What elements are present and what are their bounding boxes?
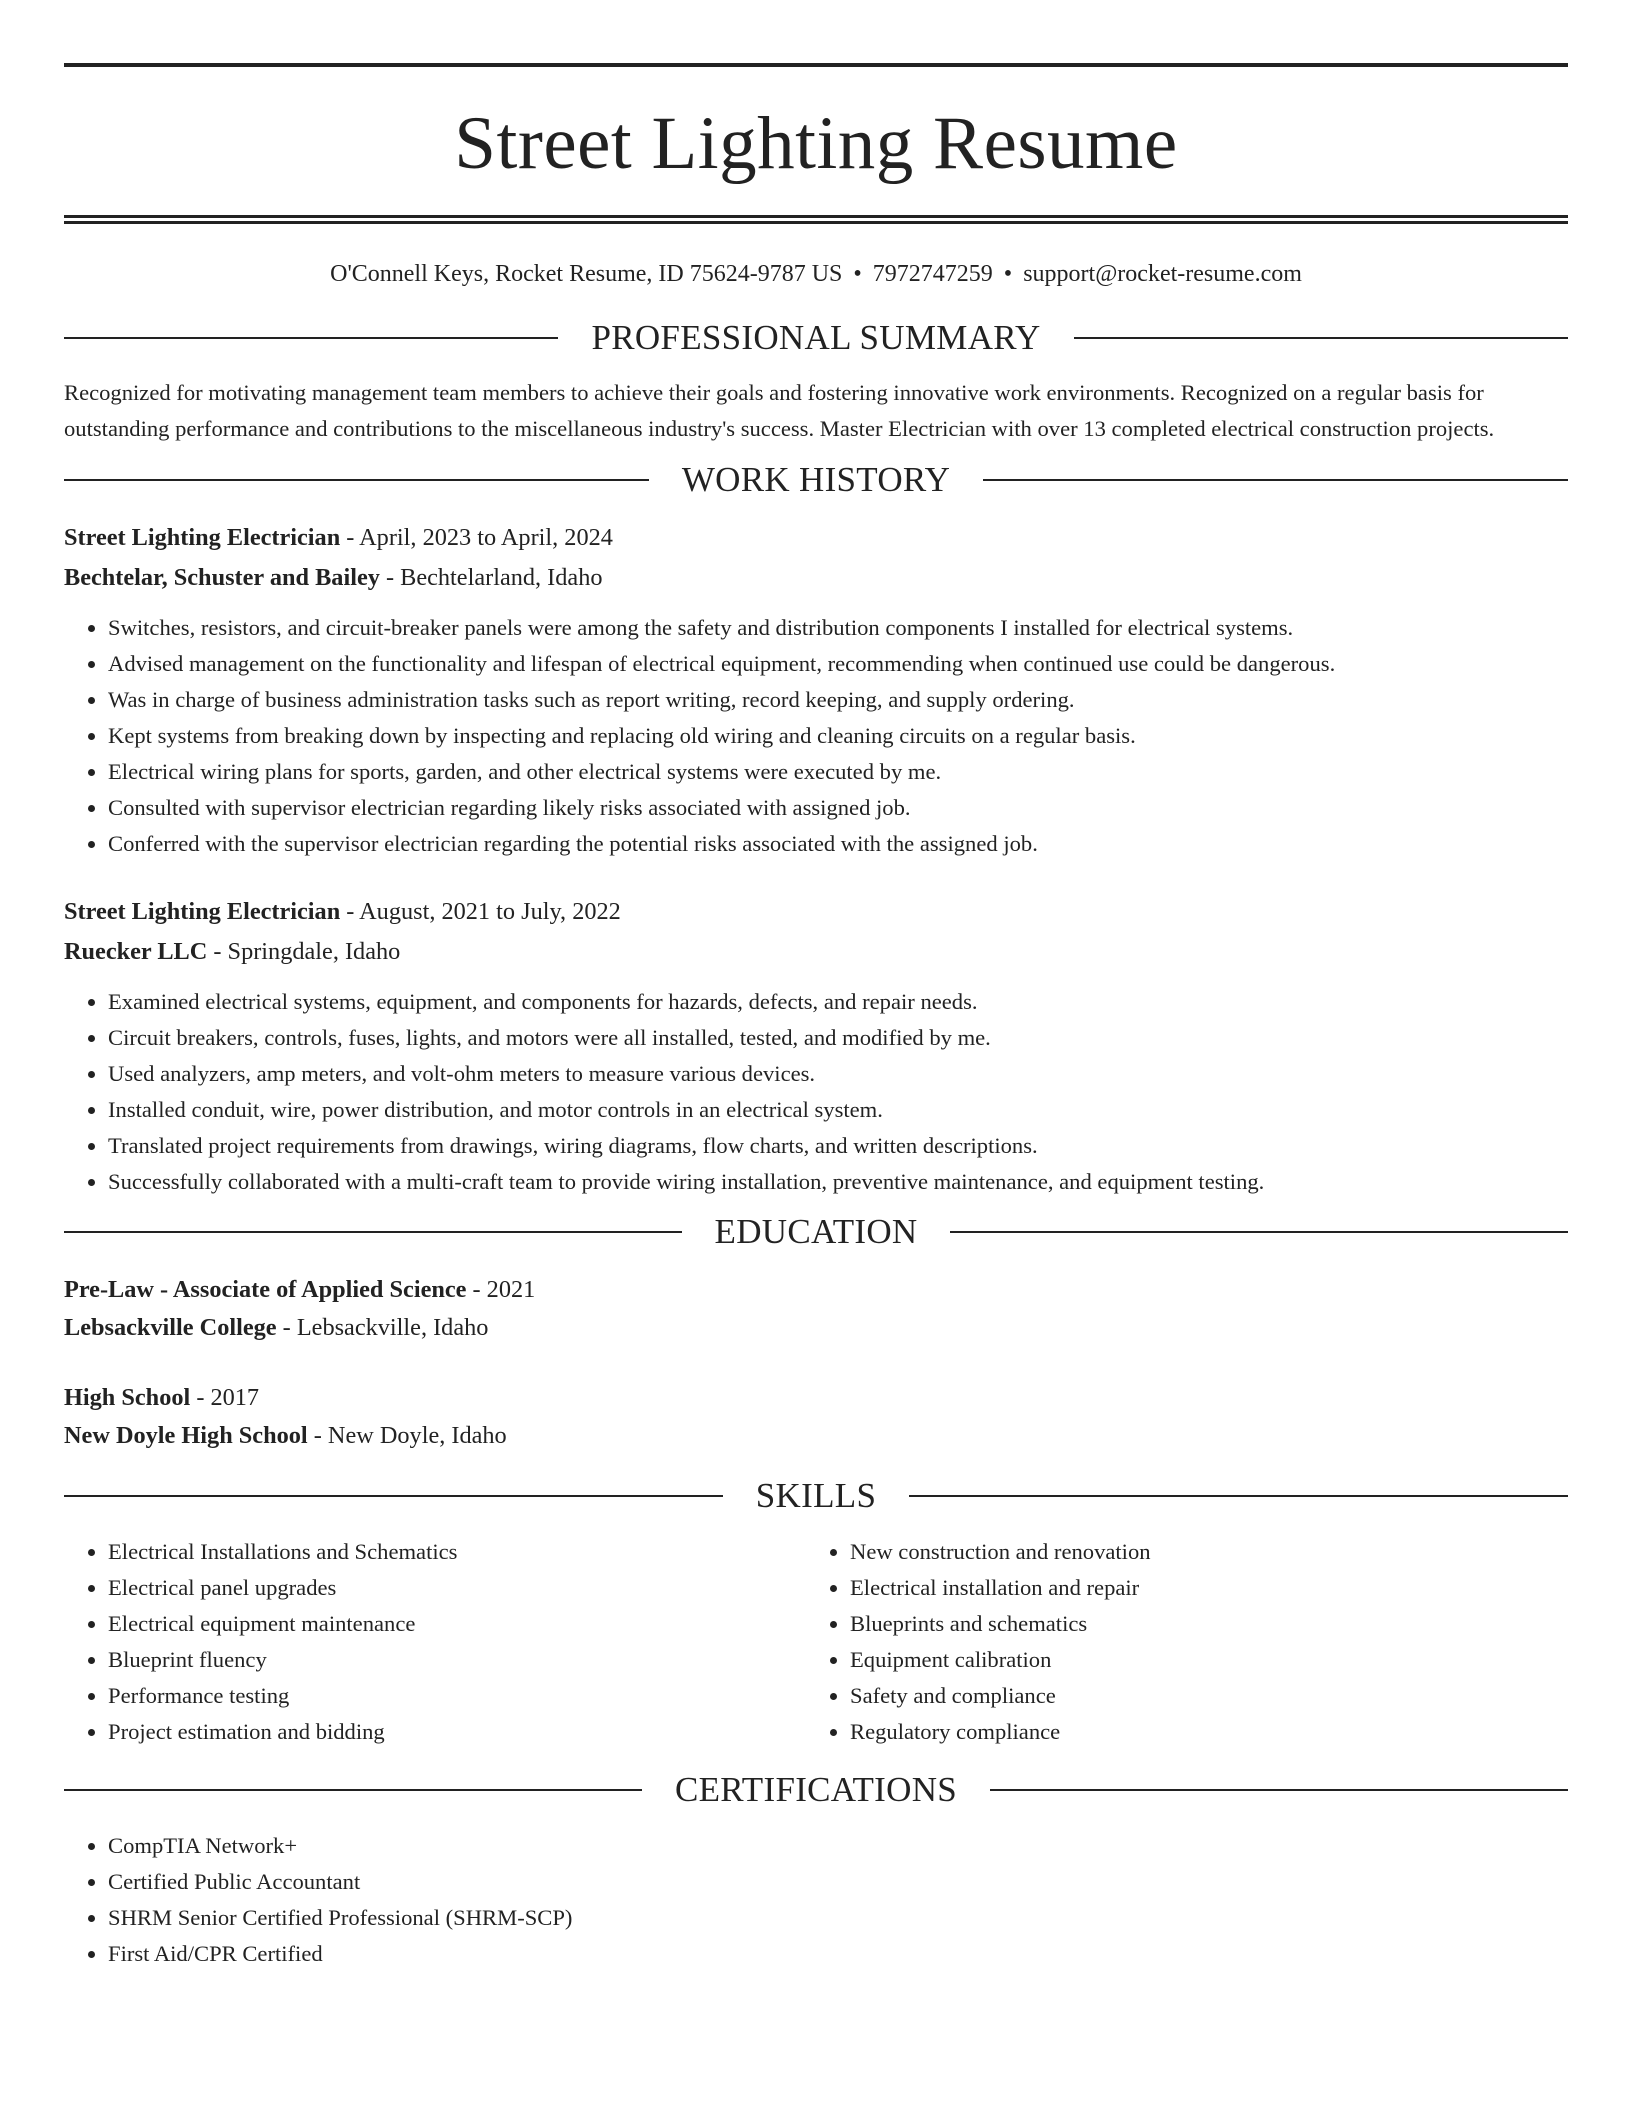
section-title: SKILLS	[755, 1476, 877, 1515]
skill-item: • New construction and renovation	[850, 1534, 1592, 1570]
job-bullet: • Consulted with supervisor electrician regarding likely risks associated with assigned job.	[108, 790, 1568, 826]
contact-phone: 7972747259	[872, 261, 993, 287]
education-location: - New Doyle, Idaho	[307, 1422, 507, 1449]
job-bullet: • Examined electrical systems, equipment, and components for hazards, defects, and repair needs.	[108, 984, 1568, 1020]
education-entry	[64, 1379, 1568, 1455]
job-company: Bechtelar, Schuster and Bailey	[64, 564, 380, 591]
heading-rule	[983, 479, 1568, 481]
education-school: Lebsackville College	[64, 1314, 277, 1341]
section-heading-summary	[64, 318, 1568, 358]
skill-item: • Electrical installation and repair	[850, 1570, 1592, 1606]
skill-item: • Electrical equipment maintenance	[108, 1606, 806, 1642]
education-location: - Lebsackville, Idaho	[276, 1314, 489, 1341]
job-dates: - August, 2021 to July, 2022	[340, 898, 621, 925]
job-dates: - April, 2023 to April, 2024	[340, 524, 613, 551]
job-company-row	[64, 932, 1568, 972]
contact-separator: •	[1003, 261, 1013, 287]
heading-rule	[64, 337, 558, 339]
certification-item: • First Aid/CPR Certified	[108, 1936, 1568, 1972]
job-location: - Springdale, Idaho	[207, 938, 401, 965]
job-title-row	[64, 518, 1568, 558]
contact-line	[64, 258, 1568, 290]
education-year: - 2017	[190, 1384, 260, 1411]
education-school-row	[64, 1309, 1568, 1347]
contact-address: O'Connell Keys, Rocket Resume, ID 75624-9787 US	[330, 261, 843, 287]
job-title-row	[64, 892, 1568, 932]
title-double-rule	[64, 215, 1568, 224]
section-heading-certifications	[64, 1770, 1568, 1810]
skills-list-right	[806, 1534, 1592, 1750]
skill-item: • Blueprints and schematics	[850, 1606, 1592, 1642]
job-bullet: • Was in charge of business administration tasks such as report writing, record keeping, and supply ordering.	[108, 682, 1568, 718]
skill-item: • Project estimation and bidding	[108, 1714, 806, 1750]
certification-item: • SHRM Senior Certified Professional (SHRM-SCP)	[108, 1900, 1568, 1936]
education-year: - 2021	[466, 1276, 536, 1303]
page-title: Street Lighting Resume	[454, 102, 1178, 185]
job-location: - Bechtelarland, Idaho	[379, 564, 603, 591]
job-bullet: • Conferred with the supervisor electrician regarding the potential risks associated with the assigned job.	[108, 826, 1568, 862]
skill-item: • Regulatory compliance	[850, 1714, 1592, 1750]
heading-rule	[909, 1495, 1568, 1497]
section-heading-work	[64, 460, 1568, 500]
skill-item: • Electrical Installations and Schematics	[108, 1534, 806, 1570]
section-title: CERTIFICATIONS	[674, 1770, 958, 1809]
summary-text: Recognized for motivating management team members to achieve their goals and fostering innovative work environments. Recognized on a regular basis for outstanding performance and contributions to the miscellaneous industry's success. Master Electrician with over 13 completed electrical construction projects.	[64, 380, 1495, 441]
education-degree: High School	[64, 1384, 191, 1411]
skills-columns	[64, 1534, 1568, 1750]
job-bullet: • Electrical wiring plans for sports, garden, and other electrical systems were executed by me.	[108, 754, 1568, 790]
skill-item: • Blueprint fluency	[108, 1642, 806, 1678]
job-bullet: • Kept systems from breaking down by inspecting and replacing old wiring and cleaning circuits on a regular basis.	[108, 718, 1568, 754]
job-bullets	[64, 610, 1568, 862]
education-degree: Pre-Law - Associate of Applied Science	[64, 1276, 467, 1303]
job-bullet: • Advised management on the functionality and lifespan of electrical equipment, recommending when continued use could be dangerous.	[108, 646, 1568, 682]
heading-rule	[64, 1231, 682, 1233]
job-bullet: • Used analyzers, amp meters, and volt-ohm meters to measure various devices.	[108, 1056, 1568, 1092]
section-title: PROFESSIONAL SUMMARY	[591, 318, 1041, 357]
job-bullet: • Successfully collaborated with a multi-craft team to provide wiring installation, preventive maintenance, and equipment testing.	[108, 1164, 1568, 1200]
job-entry	[64, 518, 1568, 862]
heading-rule	[990, 1789, 1568, 1791]
job-title: Street Lighting Electrician	[64, 898, 341, 925]
job-company: Ruecker LLC	[64, 938, 208, 965]
contact-separator: •	[853, 261, 862, 287]
education-degree-row	[64, 1379, 1568, 1417]
job-bullet: • Circuit breakers, controls, fuses, lights, and motors were all installed, tested, and modified by me.	[108, 1020, 1568, 1056]
education-degree-row	[64, 1271, 1568, 1309]
skills-list-left	[64, 1534, 806, 1750]
certifications-list	[64, 1828, 1568, 1972]
job-title: Street Lighting Electrician	[64, 524, 341, 551]
section-heading-education	[64, 1212, 1568, 1252]
section-title: WORK HISTORY	[681, 460, 951, 499]
section-heading-skills	[64, 1476, 1568, 1516]
job-entry	[64, 892, 1568, 1200]
heading-rule	[950, 1231, 1568, 1233]
contact-email: support@rocket-resume.com	[1023, 261, 1302, 287]
job-bullet: • Installed conduit, wire, power distribution, and motor controls in an electrical system.	[108, 1092, 1568, 1128]
education-entry	[64, 1271, 1568, 1347]
heading-rule	[64, 1789, 642, 1791]
job-company-row	[64, 558, 1568, 598]
skill-item: • Safety and compliance	[850, 1678, 1592, 1714]
heading-rule	[1074, 337, 1568, 339]
resume-page	[64, 0, 1568, 1972]
skill-item: • Electrical panel upgrades	[108, 1570, 806, 1606]
job-bullet: • Translated project requirements from drawings, wiring diagrams, flow charts, and written descriptions.	[108, 1128, 1568, 1164]
job-bullet: • Switches, resistors, and circuit-breaker panels were among the safety and distribution components I installed for electrical systems.	[108, 610, 1568, 646]
title-block	[64, 63, 1568, 224]
skill-item: • Equipment calibration	[850, 1642, 1592, 1678]
skill-item: • Performance testing	[108, 1678, 806, 1714]
certification-item: • Certified Public Accountant	[108, 1864, 1568, 1900]
education-school-row	[64, 1417, 1568, 1455]
education-school: New Doyle High School	[64, 1422, 308, 1449]
job-bullets	[64, 984, 1568, 1200]
section-title: EDUCATION	[714, 1212, 918, 1251]
certification-item: • CompTIA Network+	[108, 1828, 1568, 1864]
heading-rule	[64, 479, 649, 481]
heading-rule	[64, 1495, 723, 1497]
